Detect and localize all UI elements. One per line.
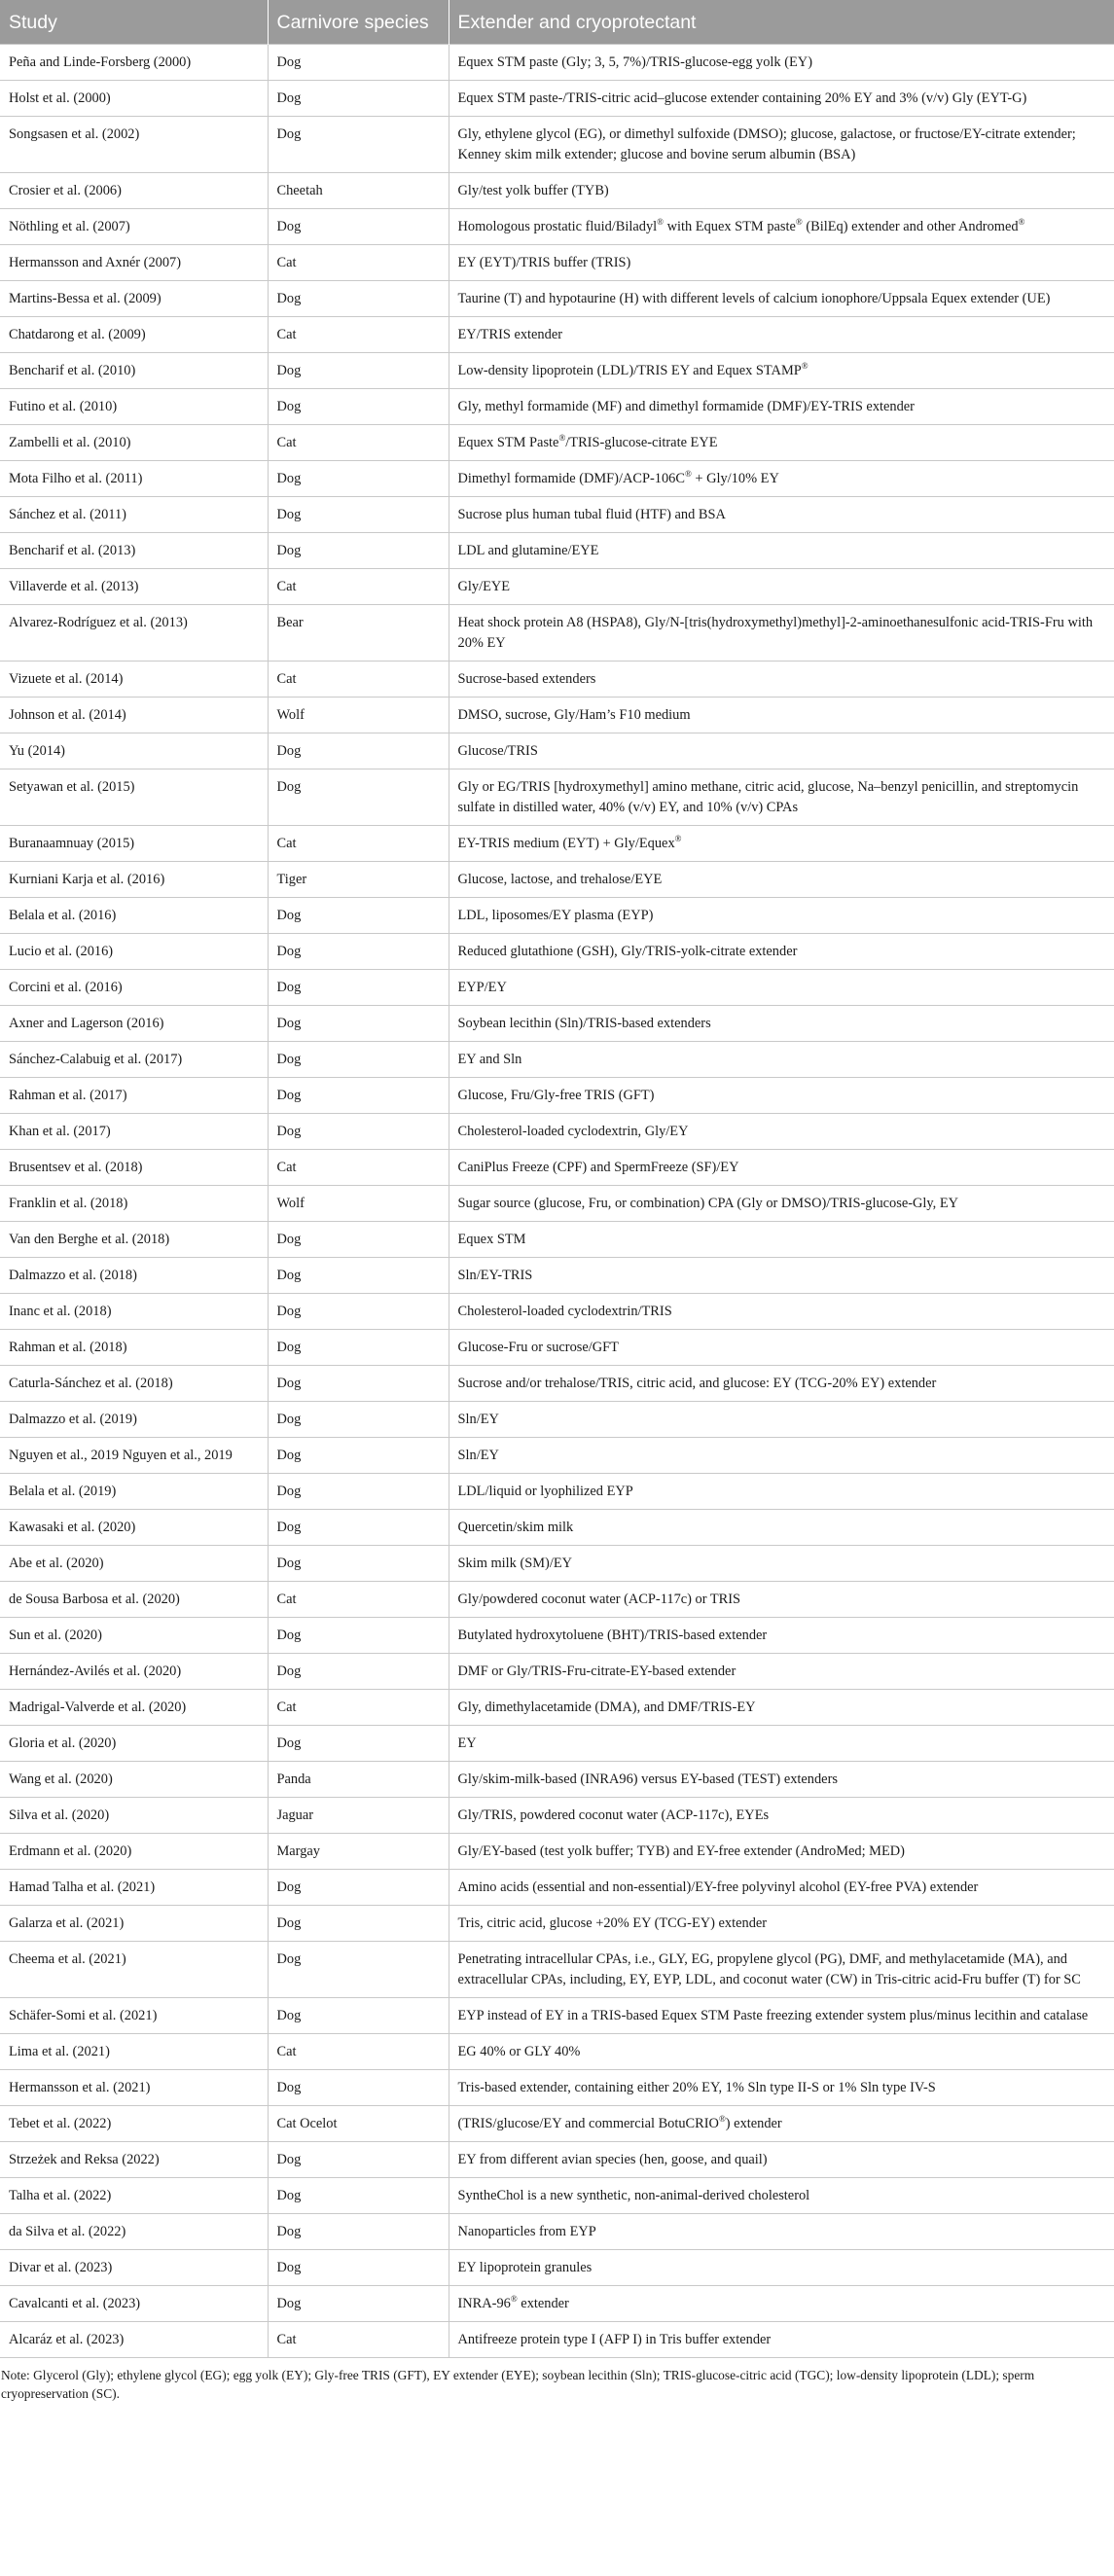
cell-species: Dog	[268, 1942, 449, 1998]
table-row	[0, 117, 1114, 173]
table-row	[0, 1690, 1114, 1726]
table-row	[0, 1150, 1114, 1186]
cell-extender: EY (EYT)/TRIS buffer (TRIS)	[449, 245, 1114, 281]
cell-species: Dog	[268, 1258, 449, 1294]
table-row	[0, 45, 1114, 81]
cell-extender: Tris, citric acid, glucose +20% EY (TCG-EY) extender	[449, 1906, 1114, 1942]
cell-study: Corcini et al. (2016)	[0, 970, 268, 1006]
cell-species: Dog	[268, 117, 449, 173]
cell-study: Madrigal-Valverde et al. (2020)	[0, 1690, 268, 1726]
cell-study: Crosier et al. (2006)	[0, 173, 268, 209]
cell-study: Tebet et al. (2022)	[0, 2106, 268, 2142]
cell-study: Erdmann et al. (2020)	[0, 1834, 268, 1870]
table-row	[0, 970, 1114, 1006]
cell-extender: Gly/skim-milk-based (INRA96) versus EY-based (TEST) extenders	[449, 1762, 1114, 1798]
table-row	[0, 1546, 1114, 1582]
cell-extender: EYP instead of EY in a TRIS-based Equex STM Paste freezing extender system plus/minus lecithin and catalase	[449, 1998, 1114, 2034]
cell-study: Mota Filho et al. (2011)	[0, 461, 268, 497]
table-row	[0, 173, 1114, 209]
cell-extender: Reduced glutathione (GSH), Gly/TRIS-yolk-citrate extender	[449, 934, 1114, 970]
cell-study: Buranaamnuay (2015)	[0, 826, 268, 862]
registered-mark: ®	[674, 834, 682, 843]
cell-extender: Cholesterol-loaded cyclodextrin/TRIS	[449, 1294, 1114, 1330]
cell-study: Caturla-Sánchez et al. (2018)	[0, 1366, 268, 1402]
cell-study: Khan et al. (2017)	[0, 1114, 268, 1150]
cell-extender: Taurine (T) and hypotaurine (H) with different levels of calcium ionophore/Uppsala Equex extender (UE)	[449, 281, 1114, 317]
cell-extender: Tris-based extender, containing either 20% EY, 1% Sln type II-S or 1% Sln type IV-S	[449, 2070, 1114, 2106]
cell-species: Cat	[268, 1690, 449, 1726]
table-row	[0, 569, 1114, 605]
cell-extender: DMF or Gly/TRIS-Fru-citrate-EY-based extender	[449, 1654, 1114, 1690]
cell-study: Van den Berghe et al. (2018)	[0, 1222, 268, 1258]
cell-study: Zambelli et al. (2010)	[0, 425, 268, 461]
cell-species: Dog	[268, 2250, 449, 2286]
cell-extender: Gly/EYE	[449, 569, 1114, 605]
cell-species: Dog	[268, 1330, 449, 1366]
cell-species: Dog	[268, 209, 449, 245]
cell-species: Dog	[268, 1618, 449, 1654]
cell-extender: Quercetin/skim milk	[449, 1510, 1114, 1546]
table-note: Note: Glycerol (Gly); ethylene glycol (EG); egg yolk (EY); Gly-free TRIS (GFT), EY extender (EYE); soybean lecithin (Sln); TRIS-glucose-citric acid (TGC); low-density lipoprotein (LDL); sperm cryopreservation (SC).	[1, 2368, 1035, 2401]
cell-study: Rahman et al. (2017)	[0, 1078, 268, 1114]
cell-species: Cat	[268, 2034, 449, 2070]
table-row	[0, 2142, 1114, 2178]
cell-extender: (TRIS/glucose/EY and commercial BotuCRIO®) extender	[449, 2106, 1114, 2142]
cell-study: Abe et al. (2020)	[0, 1546, 268, 1582]
table-row	[0, 1258, 1114, 1294]
cell-extender: Skim milk (SM)/EY	[449, 1546, 1114, 1582]
cell-species: Dog	[268, 1294, 449, 1330]
table-row	[0, 662, 1114, 698]
table-row	[0, 2322, 1114, 2358]
cell-species: Dog	[268, 1366, 449, 1402]
cell-study: Songsasen et al. (2002)	[0, 117, 268, 173]
table-row	[0, 281, 1114, 317]
cell-study: Sánchez-Calabuig et al. (2017)	[0, 1042, 268, 1078]
cell-species: Dog	[268, 461, 449, 497]
table-row	[0, 1654, 1114, 1690]
cell-extender: INRA-96® extender	[449, 2286, 1114, 2322]
table-row	[0, 733, 1114, 769]
registered-mark: ®	[657, 217, 664, 227]
cell-extender: Gly, methyl formamide (MF) and dimethyl formamide (DMF)/EY-TRIS extender	[449, 389, 1114, 425]
cell-extender: Glucose, Fru/Gly-free TRIS (GFT)	[449, 1078, 1114, 1114]
table-row	[0, 533, 1114, 569]
table-row	[0, 209, 1114, 245]
cell-study: Brusentsev et al. (2018)	[0, 1150, 268, 1186]
cell-species: Dog	[268, 1510, 449, 1546]
cell-species: Dog	[268, 533, 449, 569]
table-row	[0, 1726, 1114, 1762]
cell-species: Dog	[268, 81, 449, 117]
cell-species: Margay	[268, 1834, 449, 1870]
cell-species: Dog	[268, 934, 449, 970]
cell-extender: Sugar source (glucose, Fru, or combination) CPA (Gly or DMSO)/TRIS-glucose-Gly, EY	[449, 1186, 1114, 1222]
table-row	[0, 1834, 1114, 1870]
cell-extender: Antifreeze protein type I (AFP I) in Tris buffer extender	[449, 2322, 1114, 2358]
registered-mark: ®	[1018, 217, 1025, 227]
table-row	[0, 1006, 1114, 1042]
header-extender: Extender and cryoprotectant	[449, 0, 1114, 45]
cell-study: Belala et al. (2016)	[0, 898, 268, 934]
table-row	[0, 1042, 1114, 1078]
cell-study: Martins-Bessa et al. (2009)	[0, 281, 268, 317]
cell-study: Divar et al. (2023)	[0, 2250, 268, 2286]
cell-extender: Nanoparticles from EYP	[449, 2214, 1114, 2250]
cell-study: Alvarez-Rodríguez et al. (2013)	[0, 605, 268, 662]
cell-species: Cat	[268, 1150, 449, 1186]
cell-species: Dog	[268, 769, 449, 826]
table-row	[0, 245, 1114, 281]
cell-species: Cat	[268, 2322, 449, 2358]
cell-species: Cheetah	[268, 173, 449, 209]
cell-extender: EY-TRIS medium (EYT) + Gly/Equex®	[449, 826, 1114, 862]
table-row	[0, 353, 1114, 389]
cell-extender: Equex STM paste-/TRIS-citric acid–glucose extender containing 20% EY and 3% (v/v) Gly (EYT-G)	[449, 81, 1114, 117]
registered-mark: ®	[795, 217, 803, 227]
cell-extender: Sln/EY	[449, 1402, 1114, 1438]
table-row	[0, 1618, 1114, 1654]
cell-extender: Gly or EG/TRIS [hydroxymethyl] amino methane, citric acid, glucose, Na–benzyl penicillin, and streptomycin sulfate in distilled water, 40% (v/v) EY, and 10% (v/v) CPAs	[449, 769, 1114, 826]
cell-species: Dog	[268, 353, 449, 389]
table-row	[0, 1870, 1114, 1906]
table-row	[0, 81, 1114, 117]
cell-extender: Amino acids (essential and non-essential)/EY-free polyvinyl alcohol (EY-free PVA) extender	[449, 1870, 1114, 1906]
table-row	[0, 769, 1114, 826]
cell-study: Schäfer-Somi et al. (2021)	[0, 1998, 268, 2034]
cell-study: Galarza et al. (2021)	[0, 1906, 268, 1942]
header-species: Carnivore species	[268, 0, 449, 45]
cell-extender: Glucose-Fru or sucrose/GFT	[449, 1330, 1114, 1366]
cell-species: Wolf	[268, 1186, 449, 1222]
cell-species: Dog	[268, 2142, 449, 2178]
cell-extender: Equex STM paste (Gly; 3, 5, 7%)/TRIS-glucose-egg yolk (EY)	[449, 45, 1114, 81]
cell-species: Bear	[268, 605, 449, 662]
table-row	[0, 1762, 1114, 1798]
cell-study: Vizuete et al. (2014)	[0, 662, 268, 698]
cell-species: Dog	[268, 733, 449, 769]
table-row	[0, 497, 1114, 533]
cell-species: Cat	[268, 1582, 449, 1618]
cell-extender: Glucose/TRIS	[449, 733, 1114, 769]
cell-study: Talha et al. (2022)	[0, 2178, 268, 2214]
cell-extender: Soybean lecithin (Sln)/TRIS-based extenders	[449, 1006, 1114, 1042]
table-row	[0, 425, 1114, 461]
cell-extender: Equex STM	[449, 1222, 1114, 1258]
cell-study: Dalmazzo et al. (2019)	[0, 1402, 268, 1438]
cell-study: Cheema et al. (2021)	[0, 1942, 268, 1998]
cell-species: Dog	[268, 281, 449, 317]
cell-extender: EG 40% or GLY 40%	[449, 2034, 1114, 2070]
table-row	[0, 1906, 1114, 1942]
cell-species: Dog	[268, 1222, 449, 1258]
cell-species: Dog	[268, 1402, 449, 1438]
registered-mark: ®	[510, 2294, 518, 2304]
cell-species: Dog	[268, 1998, 449, 2034]
cell-extender: EYP/EY	[449, 970, 1114, 1006]
cell-species: Dog	[268, 497, 449, 533]
cell-species: Dog	[268, 1870, 449, 1906]
table-row	[0, 2070, 1114, 2106]
cell-species: Dog	[268, 1546, 449, 1582]
cell-species: Dog	[268, 1042, 449, 1078]
cell-extender: SyntheChol is a new synthetic, non-animal-derived cholesterol	[449, 2178, 1114, 2214]
table-row	[0, 389, 1114, 425]
cell-study: Hamad Talha et al. (2021)	[0, 1870, 268, 1906]
cell-extender: DMSO, sucrose, Gly/Ham’s F10 medium	[449, 698, 1114, 733]
cell-study: Yu (2014)	[0, 733, 268, 769]
table-row	[0, 2034, 1114, 2070]
table-row	[0, 1366, 1114, 1402]
cell-species: Tiger	[268, 862, 449, 898]
cell-study: Lima et al. (2021)	[0, 2034, 268, 2070]
cell-species: Dog	[268, 1906, 449, 1942]
cell-extender: Equex STM Paste®/TRIS-glucose-citrate EYE	[449, 425, 1114, 461]
table-row	[0, 2214, 1114, 2250]
cell-study: da Silva et al. (2022)	[0, 2214, 268, 2250]
cell-extender: Gly/TRIS, powdered coconut water (ACP-117c), EYEs	[449, 1798, 1114, 1834]
cell-study: Strzeżek and Reksa (2022)	[0, 2142, 268, 2178]
table-row	[0, 1942, 1114, 1998]
cell-extender: Sucrose-based extenders	[449, 662, 1114, 698]
cell-study: Belala et al. (2019)	[0, 1474, 268, 1510]
table-row	[0, 1294, 1114, 1330]
cell-extender: Sucrose plus human tubal fluid (HTF) and BSA	[449, 497, 1114, 533]
cell-study: Bencharif et al. (2010)	[0, 353, 268, 389]
cell-study: Hermansson and Axnér (2007)	[0, 245, 268, 281]
cell-study: Kurniani Karja et al. (2016)	[0, 862, 268, 898]
registered-mark: ®	[684, 469, 692, 479]
table-row	[0, 1330, 1114, 1366]
cell-study: Nöthling et al. (2007)	[0, 209, 268, 245]
cell-species: Dog	[268, 1078, 449, 1114]
cell-study: Inanc et al. (2018)	[0, 1294, 268, 1330]
cell-species: Dog	[268, 898, 449, 934]
cell-species: Cat	[268, 662, 449, 698]
cell-species: Cat	[268, 826, 449, 862]
table-row	[0, 898, 1114, 934]
cell-extender: Cholesterol-loaded cyclodextrin, Gly/EY	[449, 1114, 1114, 1150]
cell-study: Kawasaki et al. (2020)	[0, 1510, 268, 1546]
cell-extender: EY lipoprotein granules	[449, 2250, 1114, 2286]
table-row	[0, 1078, 1114, 1114]
cell-study: Villaverde et al. (2013)	[0, 569, 268, 605]
cell-study: Alcaráz et al. (2023)	[0, 2322, 268, 2358]
cell-species: Dog	[268, 2286, 449, 2322]
cell-extender: Glucose, lactose, and trehalose/EYE	[449, 862, 1114, 898]
cell-extender: Sln/EY	[449, 1438, 1114, 1474]
registered-mark: ®	[558, 433, 566, 443]
table-row	[0, 605, 1114, 662]
cell-species: Dog	[268, 1654, 449, 1690]
cell-extender: Gly/test yolk buffer (TYB)	[449, 173, 1114, 209]
header-row	[0, 0, 1114, 45]
table-body	[0, 45, 1114, 2358]
cell-study: Lucio et al. (2016)	[0, 934, 268, 970]
cell-study: Sánchez et al. (2011)	[0, 497, 268, 533]
cell-extender: Homologous prostatic fluid/Biladyl® with Equex STM paste® (BilEq) extender and other Andromed®	[449, 209, 1114, 245]
table-row	[0, 1998, 1114, 2034]
cell-study: Wang et al. (2020)	[0, 1762, 268, 1798]
cell-extender: Butylated hydroxytoluene (BHT)/TRIS-based extender	[449, 1618, 1114, 1654]
cell-extender: EY	[449, 1726, 1114, 1762]
cell-extender: Penetrating intracellular CPAs, i.e., GLY, EG, propylene glycol (PG), DMF, and methylacetamide (MA), and extracellular CPAs, including, EY, EYP, LDL, and coconut water (CW) in Tris-citric acid-Fru buffer (T) for SC	[449, 1942, 1114, 1998]
cell-species: Panda	[268, 1762, 449, 1798]
cell-extender: Low-density lipoprotein (LDL)/TRIS EY and Equex STAMP®	[449, 353, 1114, 389]
cell-extender: EY from different avian species (hen, goose, and quail)	[449, 2142, 1114, 2178]
table-row	[0, 862, 1114, 898]
cell-species: Cat	[268, 317, 449, 353]
table-row	[0, 1402, 1114, 1438]
table-row	[0, 2178, 1114, 2214]
cell-extender: Sln/EY-TRIS	[449, 1258, 1114, 1294]
cell-species: Dog	[268, 1474, 449, 1510]
table-row	[0, 1114, 1114, 1150]
cell-species: Dog	[268, 1114, 449, 1150]
cell-study: Chatdarong et al. (2009)	[0, 317, 268, 353]
cell-extender: Gly/powdered coconut water (ACP-117c) or TRIS	[449, 1582, 1114, 1618]
cell-extender: Dimethyl formamide (DMF)/ACP-106C® + Gly/10% EY	[449, 461, 1114, 497]
cell-study: Hernández-Avilés et al. (2020)	[0, 1654, 268, 1690]
cell-species: Dog	[268, 1438, 449, 1474]
cell-species: Jaguar	[268, 1798, 449, 1834]
table-row	[0, 461, 1114, 497]
cell-study: Futino et al. (2010)	[0, 389, 268, 425]
cell-species: Cat Ocelot	[268, 2106, 449, 2142]
cell-study: Holst et al. (2000)	[0, 81, 268, 117]
cell-extender: Gly, dimethylacetamide (DMA), and DMF/TRIS-EY	[449, 1690, 1114, 1726]
cell-study: Axner and Lagerson (2016)	[0, 1006, 268, 1042]
table-row	[0, 698, 1114, 733]
table-row	[0, 1474, 1114, 1510]
cell-extender: Sucrose and/or trehalose/TRIS, citric acid, and glucose: EY (TCG-20% EY) extender	[449, 1366, 1114, 1402]
cell-study: Setyawan et al. (2015)	[0, 769, 268, 826]
header-study: Study	[0, 0, 268, 45]
table-row	[0, 2106, 1114, 2142]
table-row	[0, 2250, 1114, 2286]
cell-study: Dalmazzo et al. (2018)	[0, 1258, 268, 1294]
table-row	[0, 1438, 1114, 1474]
table-row	[0, 934, 1114, 970]
cell-study: Cavalcanti et al. (2023)	[0, 2286, 268, 2322]
table-header	[0, 0, 1114, 45]
cell-species: Dog	[268, 1006, 449, 1042]
cell-study: Gloria et al. (2020)	[0, 1726, 268, 1762]
cell-species: Cat	[268, 245, 449, 281]
cell-extender: LDL/liquid or lyophilized EYP	[449, 1474, 1114, 1510]
cell-species: Dog	[268, 970, 449, 1006]
cell-extender: Gly, ethylene glycol (EG), or dimethyl sulfoxide (DMSO); glucose, galactose, or fructose/EY-citrate extender; Kenney skim milk extender; glucose and bovine serum albumin (BSA)	[449, 117, 1114, 173]
table-row	[0, 1186, 1114, 1222]
cell-extender: EY/TRIS extender	[449, 317, 1114, 353]
cell-species: Dog	[268, 2070, 449, 2106]
cell-species: Dog	[268, 389, 449, 425]
cell-study: Hermansson et al. (2021)	[0, 2070, 268, 2106]
cell-study: Silva et al. (2020)	[0, 1798, 268, 1834]
cell-extender: LDL, liposomes/EY plasma (EYP)	[449, 898, 1114, 934]
cell-study: Peña and Linde-Forsberg (2000)	[0, 45, 268, 81]
cell-extender: LDL and glutamine/EYE	[449, 533, 1114, 569]
table-row	[0, 1222, 1114, 1258]
cell-extender: Gly/EY-based (test yolk buffer; TYB) and EY-free extender (AndroMed; MED)	[449, 1834, 1114, 1870]
cell-study: de Sousa Barbosa et al. (2020)	[0, 1582, 268, 1618]
cell-species: Dog	[268, 45, 449, 81]
cell-species: Dog	[268, 1726, 449, 1762]
cell-species: Wolf	[268, 698, 449, 733]
table-row	[0, 2286, 1114, 2322]
cell-extender: EY and Sln	[449, 1042, 1114, 1078]
cell-study: Sun et al. (2020)	[0, 1618, 268, 1654]
table-row	[0, 1582, 1114, 1618]
cell-extender: CaniPlus Freeze (CPF) and SpermFreeze (SF)/EY	[449, 1150, 1114, 1186]
cell-study: Rahman et al. (2018)	[0, 1330, 268, 1366]
cell-species: Cat	[268, 425, 449, 461]
cell-study: Johnson et al. (2014)	[0, 698, 268, 733]
cell-species: Dog	[268, 2178, 449, 2214]
cell-extender: Heat shock protein A8 (HSPA8), Gly/N-[tris(hydroxymethyl)methyl]-2-aminoethanesulfonic acid-TRIS-Fru with 20% EY	[449, 605, 1114, 662]
cell-species: Dog	[268, 2214, 449, 2250]
table-row	[0, 317, 1114, 353]
registered-mark: ®	[801, 361, 809, 371]
cell-species: Cat	[268, 569, 449, 605]
table-row	[0, 826, 1114, 862]
table-row	[0, 1798, 1114, 1834]
cell-study: Bencharif et al. (2013)	[0, 533, 268, 569]
registered-mark: ®	[718, 2114, 726, 2124]
cell-study: Franklin et al. (2018)	[0, 1186, 268, 1222]
table-row	[0, 1510, 1114, 1546]
cell-study: Nguyen et al., 2019 Nguyen et al., 2019	[0, 1438, 268, 1474]
